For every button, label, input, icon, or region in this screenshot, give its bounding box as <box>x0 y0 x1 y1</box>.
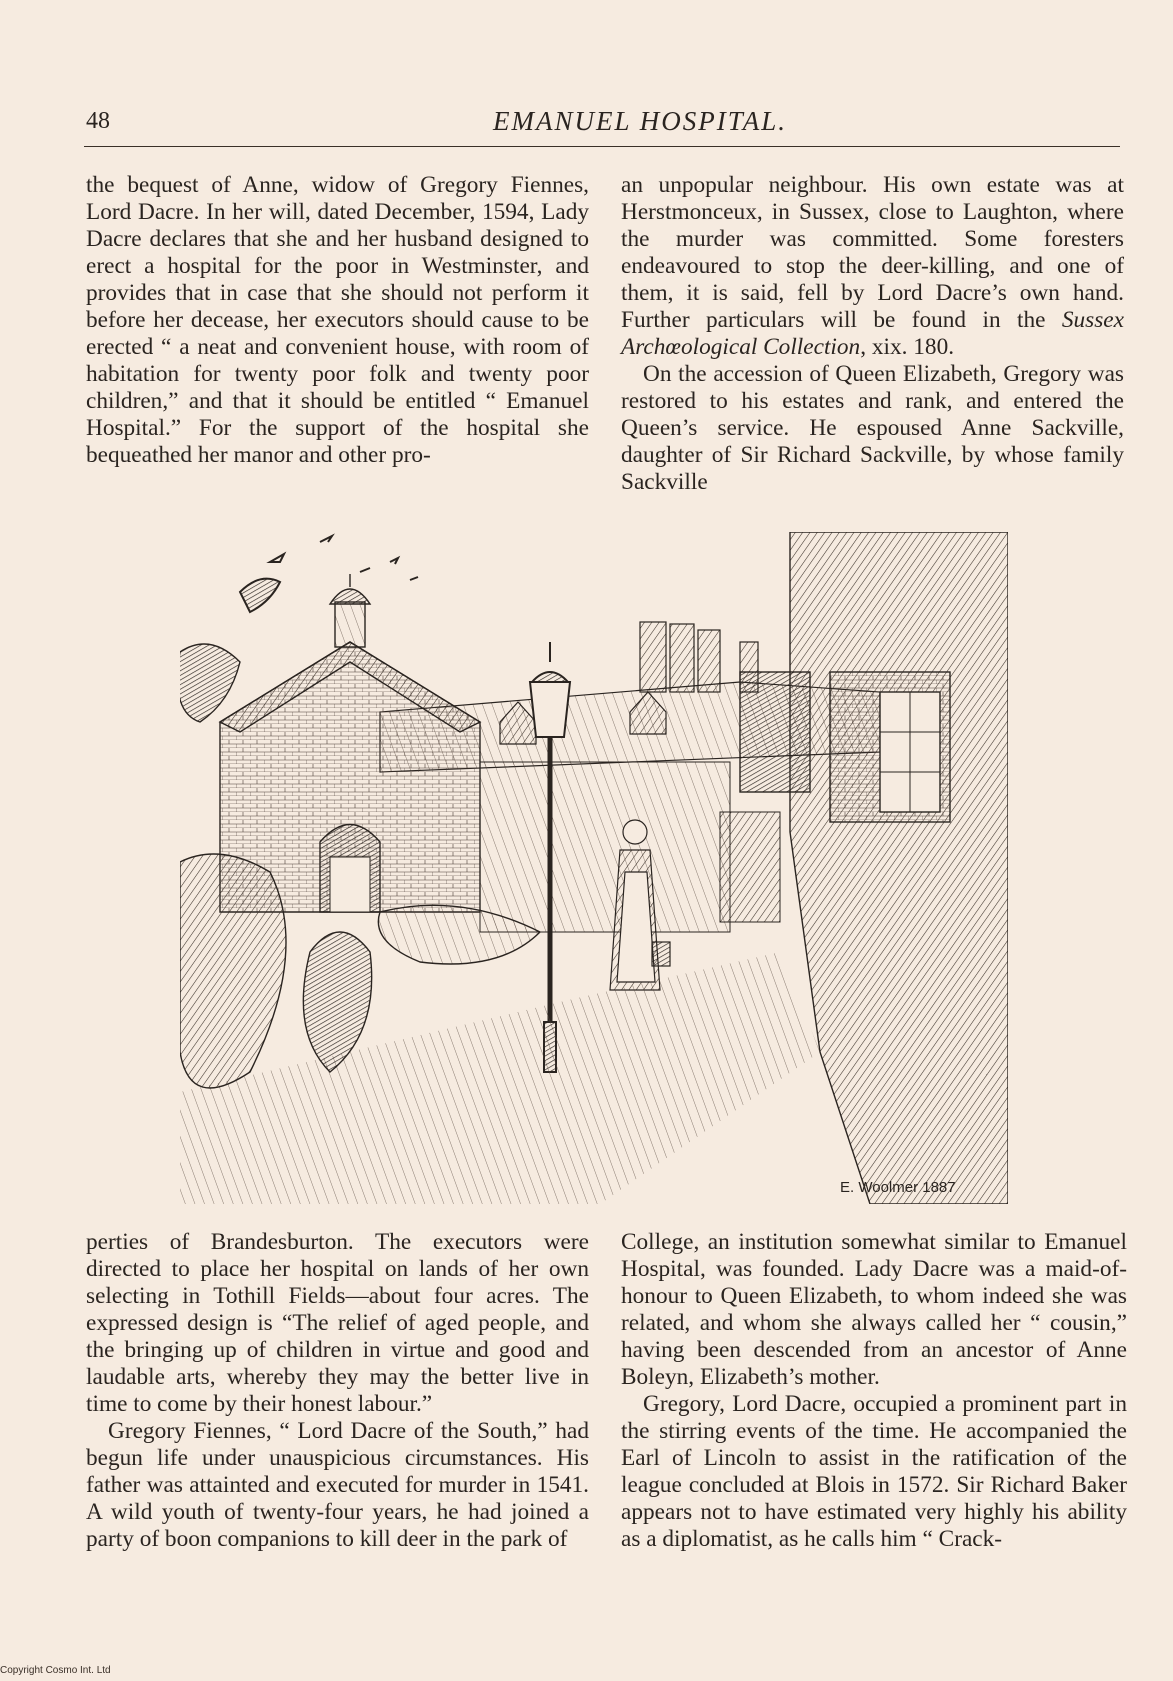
birds <box>240 536 418 612</box>
engraver-signature: E. Woolmer 1887 <box>840 1179 956 1196</box>
chapel <box>220 574 480 912</box>
copyright-notice: Copyright Cosmo Int. Ltd <box>0 1665 111 1676</box>
paragraph: On the accession of Queen Elizabeth, Gregory was restored to his estates and rank, and entered the Queen’s service. He espoused Anne Sackville, daughter of Sir Richard Sackville, by whose family Sackville <box>621 361 1124 495</box>
italic-reference: Sussex Archœological Collection <box>621 307 1124 360</box>
page-number: 48 <box>86 108 110 134</box>
paragraph: an unpopular neighbour. His own estate was at Herstmonceux, in Sussex, close to Laughton, where the murder was committed. Some foresters endeavoured to stop the deer-killing, and one of them, it is said, fell by Lord Dacre’s own hand. Further particulars will be found in the Sussex Archœological Collection, xix. 180. <box>621 172 1124 360</box>
emanuel-hospital-engraving <box>180 532 1008 1204</box>
running-head-title: EMANUEL HOSPITAL. <box>492 106 787 136</box>
paragraph: perties of Brandesburton. The executors were directed to place her hospital on lands of her own selecting in Tothill Fields—about four acres. The expressed design is “The relief of aged people, and the bringing up of children in virtue and good and laudable arts, whereby they may the better live in time to come by their honest labour.” <box>86 1229 589 1417</box>
paragraph: Gregory Fiennes, “ Lord Dacre of the South,” had begun life under unauspicious circumstances. His father was attainted and executed for murder in 1541. A wild youth of twenty-four years, he had joined a party of boon companions to kill deer in the park of <box>86 1418 589 1552</box>
column-bottom-right <box>621 1229 1127 1553</box>
paragraph: Gregory, Lord Dacre, occupied a prominent part in the stirring events of the time. He accompanied the Earl of Lincoln to assist in the ratification of the league concluded at Blois in 1572. Sir Richard Baker appears not to have estimated very highly his ability as a diplomatist, as he calls him “ Crack- <box>621 1391 1127 1552</box>
paragraph: the bequest of Anne, widow of Gregory Fiennes, Lord Dacre. In her will, dated December, 1594, Lady Dacre declares that she and her husband designed to erect a hospital for the poor in Westminster, and provides that in case that she should not perform it before her decease, her executors should cause to be erected “ a neat and convenient house, with room of habitation for twenty poor folk and twenty poor children,” and that it should be entitled “ Emanuel Hospital.” For the support of the hospital she bequeathed her manor and other pro- <box>86 172 589 468</box>
paragraph: College, an institution somewhat similar to Emanuel Hospital, was founded. Lady Dacre was a maid-of-honour to Queen Elizabeth, to whom indeed she was related, and whom she always called her “ cousin,” having been descended from an ancestor of Anne Boleyn, Elizabeth’s mother. <box>621 1229 1127 1390</box>
column-bottom-left <box>86 1229 589 1553</box>
header-rule <box>84 146 1120 147</box>
column-top-left <box>86 172 589 469</box>
column-top-right <box>621 172 1124 496</box>
